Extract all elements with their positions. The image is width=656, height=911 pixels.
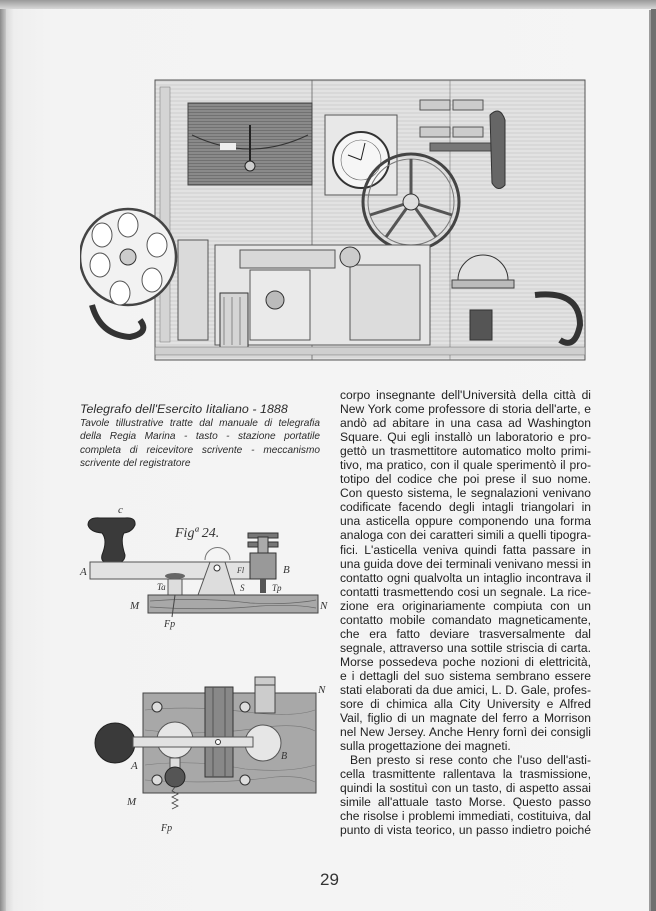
text-line: Ben presto si rese conto che l'uso dell'asti- [350, 753, 591, 768]
label-top-m: M [127, 796, 137, 808]
text-line: punto di vista teorico, un passo indietro poiché [340, 823, 591, 838]
figure-title: Figª 24. [175, 526, 220, 541]
text-line: sulla progettazione dei magneti. [340, 739, 511, 754]
text-line: zione era originariamente compiuta con un [340, 598, 591, 613]
page-top-shadow [0, 0, 656, 9]
text-line: corpo insegnante dell'Università della città di [340, 388, 591, 402]
text-line: Vail, figlio di un magnate del ferro a Morrison [340, 711, 591, 726]
label-fp: Fp [164, 619, 176, 630]
text-line: che era fatto deviare trasversalmente dal [340, 626, 591, 641]
text-line: e i dettagli del suo sistema sembrano essere [340, 668, 591, 683]
morse-key-side-view [80, 504, 328, 635]
text-line: Con questo sistema, le segnalazioni venivano [340, 486, 591, 501]
text-line: una guida dove dei terminali venivano messi in [340, 556, 591, 571]
morse-key-top-view [75, 655, 330, 835]
label-b: B [283, 564, 290, 576]
page-right-edge [649, 10, 651, 911]
label-top-fp: Fp [161, 823, 173, 834]
label-n: N [320, 600, 328, 612]
text-line: che risolse i problemi immediati, costituiva, dal [340, 809, 591, 824]
text-line: contatto mobile comandato magneticamente, [340, 612, 591, 627]
text-line: quindi la sostituì con un tasto, di aspetto assai [340, 781, 591, 796]
telegraph-station-engraving [80, 75, 590, 367]
text-line: tivo, ma pratico, con il quale sperimentò il pro- [340, 458, 591, 473]
key-knob-top [95, 723, 135, 763]
label-fl: Fl [237, 566, 245, 575]
caption-title: Telegrafo dell'Esercito Iitaliano - 1888 [80, 402, 288, 416]
text-line: New York come professore di storia dell'arte, e [340, 402, 591, 417]
label-tp: Tp [272, 583, 282, 593]
text-line: andò ad abitare in una casa ad Washington [340, 416, 591, 431]
label-top-b: B [281, 751, 288, 762]
text-line: una asticella oppure componendo una forma [340, 514, 591, 529]
label-ta: Ta [157, 582, 166, 592]
text-line: Square. Qui egli installò un laboratorio e pro- [340, 430, 591, 445]
text-line: analoga con dei caratteri simili a quelli tipogra- [340, 528, 591, 543]
key-knob [88, 518, 135, 563]
body-text [340, 388, 591, 838]
text-line: gettò un trasmettitore automatico molto primi- [340, 444, 591, 459]
text-line: Morse possedeva poche nozioni di elettricità, [340, 654, 591, 669]
text-line: contatto ogni qualvolta un intaglio incontrava il [340, 570, 591, 585]
label-m: M [130, 600, 140, 612]
text-line: nel New Jersey. Anche Henry fornì dei consigli [340, 725, 591, 740]
label-top-n: N [318, 684, 326, 696]
morse-key-side-illustration [80, 504, 328, 635]
text-line: fici. L'asticella veniva quindi fatta passare in [340, 542, 591, 557]
page-number: 29 [320, 870, 339, 889]
text-line: codificate facendo degli intagli triangolari in [340, 500, 591, 515]
text-line: cella trasmittente rallentava la trasmissione, [340, 767, 591, 782]
text-line: totipo del codice che poi prese il suo nome. [340, 472, 591, 487]
text-line: contatti trasmettendo cosi un segnale. La rice- [340, 584, 591, 599]
morse-key-top-illustration [75, 655, 330, 835]
text-line: segnale, attraverso una sottile striscia di carta. [340, 640, 591, 655]
label-a: A [80, 566, 87, 578]
text-line: sore di chimica alla City University e Alfred [340, 697, 591, 712]
text-line: stati elaborati da due amici, L. D. Gale, profes- [340, 682, 591, 697]
key-lever-top [133, 737, 253, 747]
label-s: S [240, 583, 245, 593]
figure-caption [80, 402, 320, 471]
label-c: c [118, 504, 123, 516]
engraving-illustration [80, 75, 590, 367]
caption-description: Tavole tillustrative tratte dal manuale di telegrafia della Regia Marina - tasto - stazione portatile completa di reicevitore scrivente - meccanismo scrivente del registratore [80, 418, 320, 470]
label-top-a: A [131, 760, 138, 772]
text-line: simile all'attuale tasto Morse. Questo passo [340, 795, 591, 810]
